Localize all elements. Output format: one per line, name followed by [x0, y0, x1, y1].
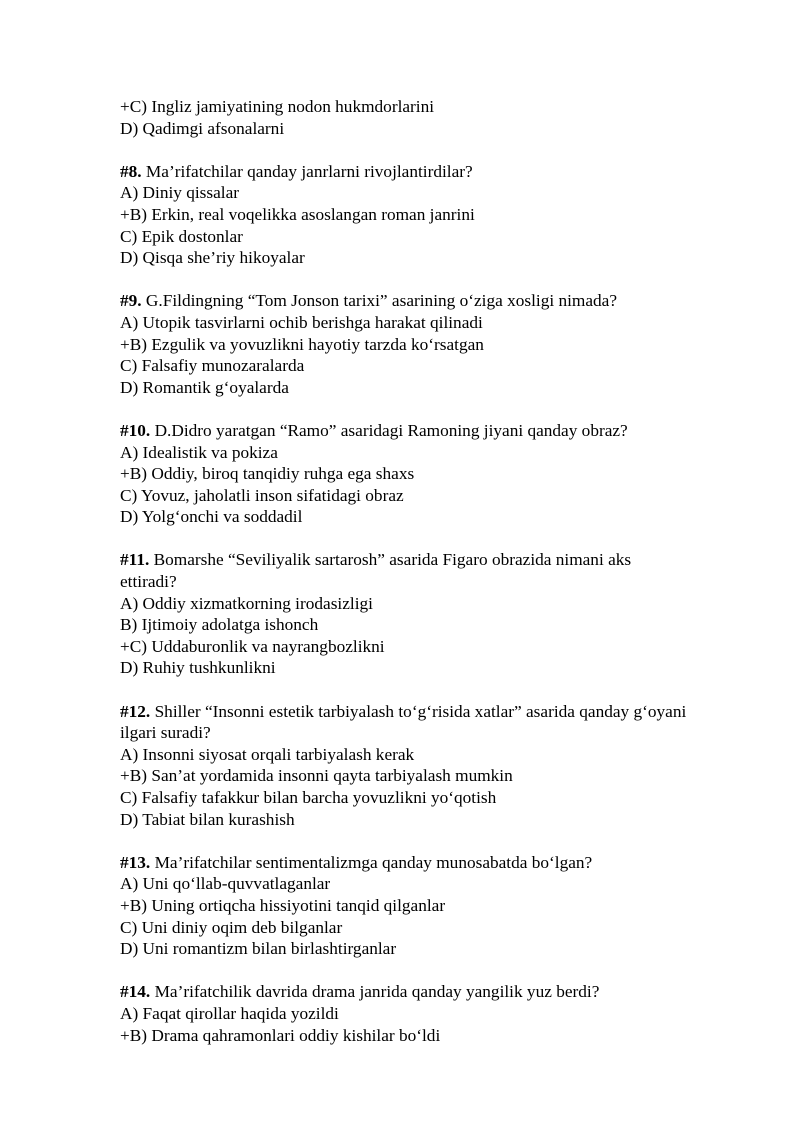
- option-line: A) Oddiy xizmatkorning irodasizligi: [120, 593, 373, 613]
- question-13: [120, 852, 690, 960]
- intro-options: [120, 96, 690, 139]
- option-line: +B) San’at yordamida insonni qayta tarbiyalash mumkin: [120, 766, 513, 786]
- document-page: [120, 96, 690, 1046]
- option-line: +B) Erkin, real voqelikka asoslangan roman janrini: [120, 204, 475, 224]
- question-12: [120, 701, 690, 831]
- option-line: A) Idealistik va pokiza: [120, 442, 278, 462]
- option-line: C) Falsafiy tafakkur bilan barcha yovuzlikni yo‘qotish: [120, 788, 497, 807]
- question-text: [120, 549, 690, 592]
- question-stem: Ma’rifatchilar sentimentalizmga qanday munosabatda bo‘lgan?: [150, 852, 593, 872]
- question-10: [120, 420, 690, 528]
- question-text: [120, 420, 690, 442]
- question-text: [120, 290, 690, 312]
- option-line: +B) Oddiy, biroq tanqidiy ruhga ega shaxs: [120, 464, 415, 484]
- question-number: #10.: [120, 420, 151, 440]
- question-stem: Ma’rifatchilar qanday janrlarni rivojlantirdilar?: [141, 161, 473, 181]
- question-number: #13.: [120, 852, 151, 872]
- option-line: +C) Uddaburonlik va nayrangbozlikni: [120, 636, 385, 656]
- option-line: +B) Uning ortiqcha hissiyotini tanqid qilganlar: [120, 895, 446, 915]
- option-line: A) Insonni siyosat orqali tarbiyalash kerak: [120, 744, 415, 764]
- option-line: C) Falsafiy munozaralarda: [120, 356, 305, 376]
- option-line: C) Yovuz, jaholatli inson sifatidagi obraz: [120, 485, 404, 505]
- question-11: [120, 549, 690, 679]
- option-line: D) Romantik g‘oyalarda: [120, 377, 289, 397]
- question-text: [120, 701, 690, 744]
- question-stem: Shiller “Insonni estetik tarbiyalash to‘g‘risida xatlar” asarida qanday g‘oyani ilgari suradi?: [120, 701, 687, 743]
- option-line: A) Uni qo‘llab-quvvatlaganlar: [120, 874, 331, 894]
- option-line: C) Uni diniy oqim deb bilganlar: [120, 917, 343, 937]
- question-stem: Bomarshe “Seviliyalik sartarosh” asarida Figaro obrazida nimani aks ettiradi?: [120, 550, 632, 592]
- option-line: A) Utopik tasvirlarni ochib berishga harakat qilinadi: [120, 312, 483, 332]
- option-line: +C) Ingliz jamiyatining nodon hukmdorlarini: [120, 97, 435, 116]
- question-stem: G.Fildingning “Tom Jonson tarixi” asarining o‘ziga xosligi nimada?: [141, 291, 617, 311]
- question-number: #8.: [120, 161, 142, 181]
- option-line: D) Qadimgi afsonalarni: [120, 118, 285, 138]
- question-text: [120, 852, 690, 874]
- option-line: D) Yolg‘onchi va soddadil: [120, 507, 303, 527]
- question-text: [120, 981, 690, 1003]
- option-line: D) Uni romantizm bilan birlashtirganlar: [120, 939, 397, 959]
- question-number: #9.: [120, 291, 142, 311]
- option-line: +B) Ezgulik va yovuzlikni hayotiy tarzda ko‘rsatgan: [120, 334, 484, 354]
- question-8: [120, 161, 690, 269]
- option-line: D) Ruhiy tushkunlikni: [120, 658, 276, 678]
- question-14: [120, 981, 690, 1046]
- option-line: +B) Drama qahramonlari oddiy kishilar bo‘ldi: [120, 1025, 441, 1045]
- question-number: #14.: [120, 982, 151, 1002]
- option-line: B) Ijtimoiy adolatga ishonch: [120, 615, 319, 635]
- question-text: [120, 161, 690, 183]
- option-line: C) Epik dostonlar: [120, 226, 243, 246]
- question-number: #11.: [120, 550, 150, 570]
- question-stem: D.Didro yaratgan “Ramo” asaridagi Ramoning jiyani qanday obraz?: [150, 420, 628, 440]
- option-line: A) Diniy qissalar: [120, 183, 240, 203]
- question-number: #12.: [120, 701, 151, 721]
- option-line: D) Tabiat bilan kurashish: [120, 809, 295, 829]
- option-line: A) Faqat qirollar haqida yozildi: [120, 1003, 339, 1023]
- question-9: [120, 290, 690, 398]
- option-line: D) Qisqa she’riy hikoyalar: [120, 248, 305, 268]
- question-stem: Ma’rifatchilik davrida drama janrida qanday yangilik yuz berdi?: [150, 982, 600, 1002]
